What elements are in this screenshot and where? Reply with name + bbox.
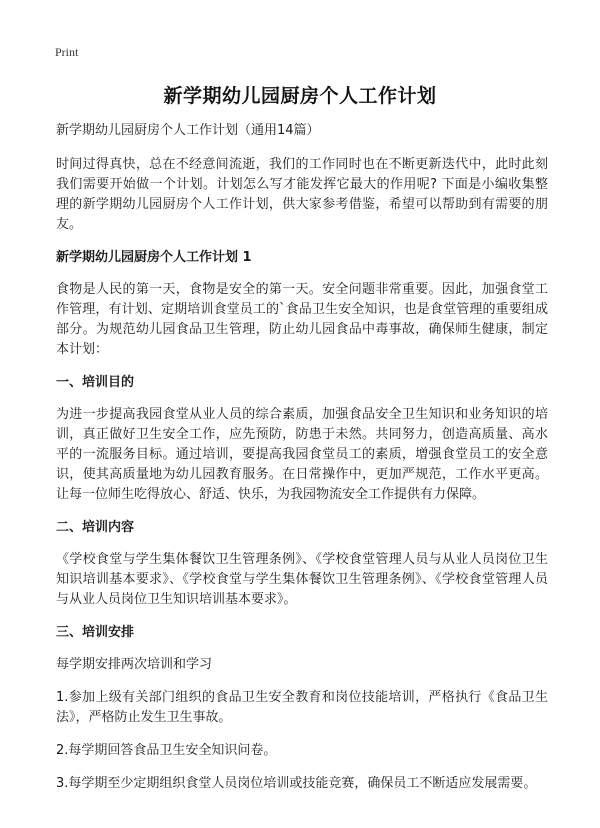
intro-paragraph: 时间过得真快，总在不经意间流逝，我们的工作同时也在不断更新迭代中，此时此刻我们需要开始做一个计划。计划怎么写才能发挥它最大的作用呢? 下面是小编收集整理的新学期幼儿园厨房个人工作计划，供大家参考借鉴，希望可以帮助到有需要的朋友。 (56, 157, 548, 232)
print-label: Print (55, 45, 79, 59)
document-title: 新学期幼儿园厨房个人工作计划 (163, 85, 437, 107)
plan-intro-paragraph: 食物是人民的第一天，食物是安全的第一天。安全问题非常重要。因此，加强食堂工作管理，有计划、定期培训食堂员工的`食品卫生安全知识，也是食堂管理的重要组成部分。为规范幼儿园食品卫生管理，防止幼儿园食品中毒事故，确保师生健康，制定本计划： (56, 282, 548, 357)
section-heading-content: 二、培训内容 (56, 520, 135, 535)
arrangement-item-2: 2.每学期回答食品卫生安全知识问卷。 (56, 743, 277, 758)
arrangement-item-1: 1.参加上级有关部门组织的食品卫生安全教育和岗位技能培训，严格执行《食品卫生法》，严格防止发生卫生事故。 (56, 690, 548, 725)
section-heading-purpose: 一、培训目的 (56, 375, 135, 390)
purpose-paragraph: 为进一步提高我园食堂从业人员的综合素质，加强食品安全卫生知识和业务知识的培训，真正做好卫生安全工作，应先预防，防患于未然。共同努力，创造高质量、高水平的一流服务目标。通过培训，要提高我园食堂员工的素质，增强食堂员工的安全意识，使其高质量地为幼儿园教育服务。在日常操作中，更加严规范，工作水平更高。让每一位师生吃得放心、舒适、快乐，为我园物流安全工作提供有力保障。 (56, 407, 548, 502)
content-paragraph: 《学校食堂与学生集体餐饮卫生管理条例》、《学校食堂管理人员与从业人员岗位卫生知识培训基本要求》、《学校食堂与学生集体餐饮卫生管理条例》、《学校食堂管理人员与从业人员岗位卫生知识培训基本要求》。 (56, 552, 548, 607)
document-body (56, 121, 548, 807)
arrangement-item-3: 3.每学期至少定期组织食堂人员岗位培训或技能竞赛，确保员工不断适应发展需要。 (56, 776, 537, 791)
section-heading-plan-1: 新学期幼儿园厨房个人工作计划 1 (56, 250, 252, 265)
arrangement-paragraph: 每学期安排两次培训和学习 (56, 657, 213, 672)
section-heading-arrangement: 三、培训安排 (56, 625, 135, 640)
document-subtitle: 新学期幼儿园厨房个人工作计划（通用14篇） (56, 123, 320, 138)
